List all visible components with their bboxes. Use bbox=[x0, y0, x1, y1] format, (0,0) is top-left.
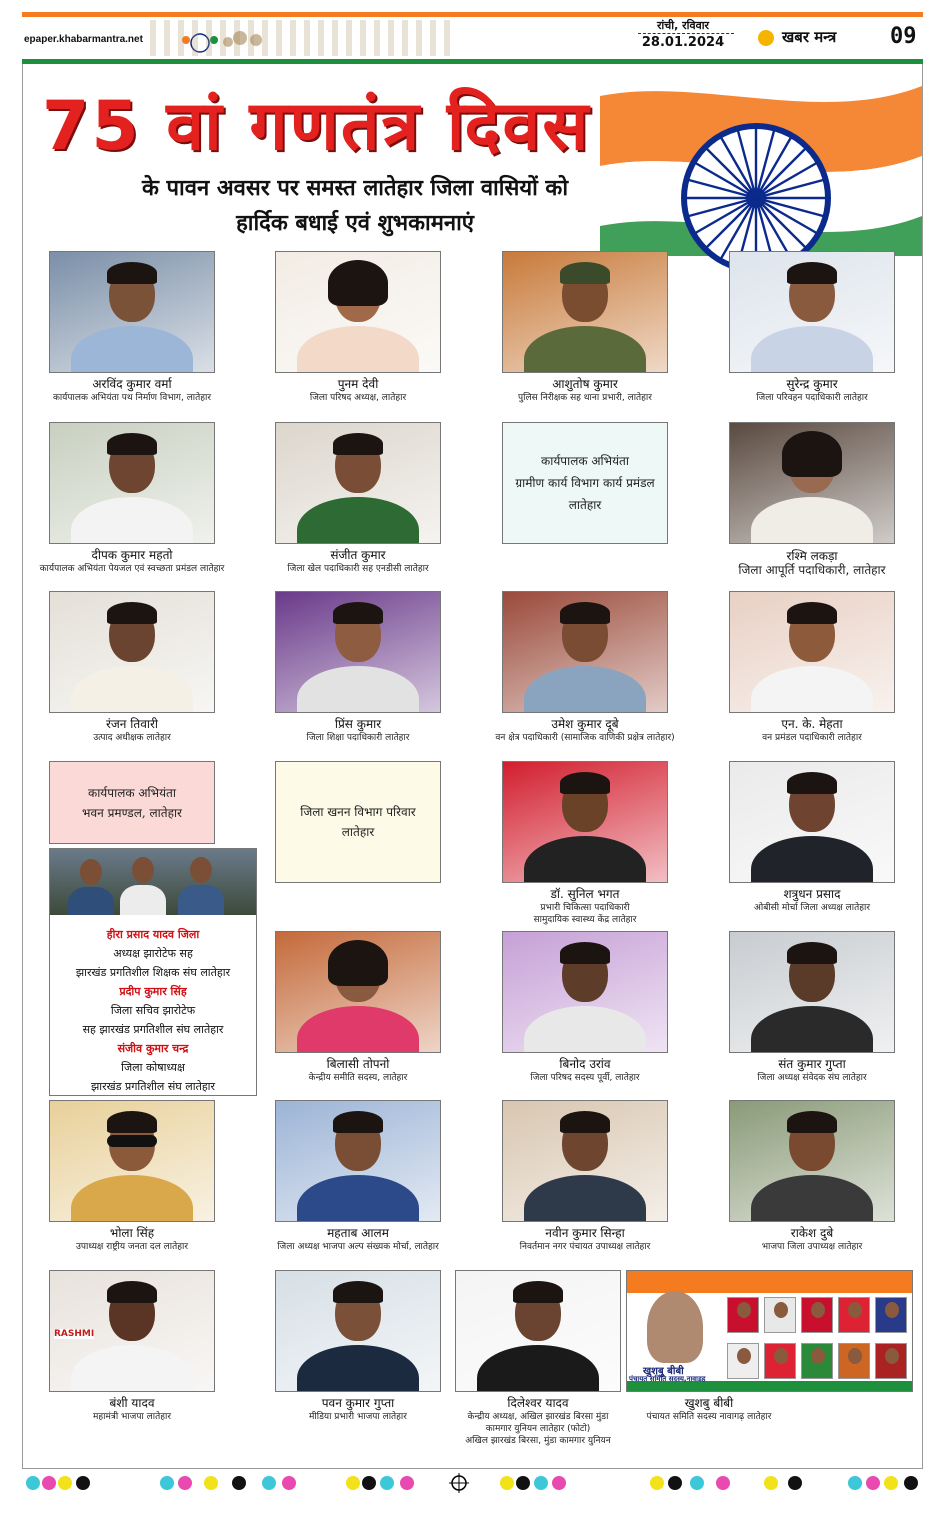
color-dot bbox=[866, 1476, 880, 1490]
color-dot bbox=[516, 1476, 530, 1490]
person-photo bbox=[729, 422, 895, 544]
person-designation: वन क्षेत्र पदाधिकारी (सामाजिक वाणिकी प्रक्षेत्र लातेहार) bbox=[495, 733, 675, 743]
member-name: संजीव कुमार चन्द्र bbox=[117, 1042, 189, 1055]
person-designation: जिला अध्यक्ष भाजपा अल्प संख्यक मोर्चा, लातेहार bbox=[277, 1242, 439, 1252]
khushbu-bibi-card bbox=[626, 1270, 913, 1392]
person-designation-2: कामगार युनियन लातेहार (फोटो) bbox=[485, 1424, 591, 1434]
person-designation: निवर्तमान नगर पंचायत उपाध्यक्ष लातेहार bbox=[519, 1242, 651, 1252]
person-designation: कार्यपालक अभियंता पथ निर्माण विभाग, लातेहार bbox=[52, 393, 212, 403]
person-photo bbox=[275, 931, 441, 1053]
person-photo bbox=[502, 761, 668, 883]
member-thumbnail bbox=[838, 1297, 870, 1333]
person-name: एन. के. मेहता bbox=[781, 717, 843, 731]
box-line: कार्यपालक अभियंता bbox=[541, 454, 629, 468]
color-dot bbox=[346, 1476, 360, 1490]
person-name: संत कुमार गुप्ता bbox=[778, 1057, 846, 1071]
color-dot bbox=[400, 1476, 414, 1490]
person-name: पुनम देवी bbox=[337, 377, 379, 391]
issue-date: 28.01.2024 bbox=[641, 35, 725, 50]
person-name: पवन कुमार गुप्ता bbox=[321, 1396, 395, 1410]
person-name: महताब आलम bbox=[327, 1226, 389, 1240]
person-designation: कार्यपालक अभियंता पेयजल एवं स्वच्छता प्रमंडल लातेहार bbox=[39, 564, 225, 574]
person-name: खुशबु बीबी bbox=[684, 1396, 734, 1410]
person-designation: पुलिस निरीक्षक सह थाना प्रभारी, लातेहार bbox=[518, 393, 652, 403]
rural-works-box bbox=[502, 422, 668, 544]
saffron-stripe bbox=[22, 12, 923, 17]
member-role: सह झारखंड प्रगतिशील संघ लातेहार bbox=[82, 1023, 224, 1036]
group-photo bbox=[50, 849, 256, 915]
person-photo bbox=[729, 1100, 895, 1222]
box-line: लातेहार bbox=[341, 825, 375, 839]
person-photo bbox=[275, 251, 441, 373]
person-name: सुरेन्द्र कुमार bbox=[786, 377, 838, 391]
person-name: रंजन तिवारी bbox=[105, 717, 159, 731]
member-thumbnail bbox=[875, 1297, 907, 1333]
box-line: ग्रामीण कार्य विभाग कार्य प्रमंडल bbox=[515, 476, 655, 490]
person-name: डॉ. सुनिल भगत bbox=[550, 887, 620, 901]
member-name: हीरा प्रसाद यादव जिला bbox=[106, 928, 200, 941]
person-photo bbox=[275, 591, 441, 713]
person-designation: जिला अध्यक्ष संवेदक संघ लातेहार bbox=[757, 1073, 867, 1083]
person-photo bbox=[502, 1100, 668, 1222]
color-dot bbox=[160, 1476, 174, 1490]
person-photo bbox=[455, 1270, 621, 1392]
person-name: आशुतोष कुमार bbox=[552, 377, 618, 391]
member-role: झारखंड प्रगतिशील शिक्षक संघ लातेहार bbox=[75, 966, 231, 979]
freedom-fighters-illustration bbox=[150, 20, 450, 56]
color-dot bbox=[58, 1476, 72, 1490]
member-thumbnail bbox=[764, 1343, 796, 1379]
person-designation: प्रभारी चिकित्सा पदाधिकारी bbox=[540, 903, 630, 913]
person-designation: महामंत्री भाजपा लातेहार bbox=[92, 1412, 172, 1422]
person-name: शत्रुधन प्रसाद bbox=[783, 887, 841, 901]
person-designation: ओबीसी मोर्चा जिला अध्यक्ष लातेहार bbox=[753, 903, 871, 913]
person-photo bbox=[275, 1270, 441, 1392]
masthead bbox=[22, 12, 923, 64]
person-designation: पंचायत समिति सदस्य नावागढ़ लातेहार bbox=[646, 1412, 772, 1422]
person-photo bbox=[502, 591, 668, 713]
color-dot bbox=[42, 1476, 56, 1490]
person-name: रश्मि लकड़ा bbox=[786, 549, 838, 563]
person-designation: केन्द्रीय अध्यक्ष, अखिल झारखंड बिरसा मुंडा bbox=[467, 1412, 609, 1422]
color-dot bbox=[716, 1476, 730, 1490]
color-dot bbox=[282, 1476, 296, 1490]
person-photo bbox=[729, 761, 895, 883]
box-line: जिला खनन विभाग परिवार bbox=[300, 805, 416, 819]
color-dot bbox=[500, 1476, 514, 1490]
person-name: भोला सिंह bbox=[109, 1226, 155, 1240]
person-photo bbox=[275, 1100, 441, 1222]
page-number: 09 bbox=[890, 24, 917, 49]
person-photo bbox=[502, 931, 668, 1053]
color-dot bbox=[788, 1476, 802, 1490]
card-name: खुशबु बीबी bbox=[643, 1366, 684, 1377]
member-thumbnail bbox=[838, 1343, 870, 1379]
person-photo bbox=[729, 591, 895, 713]
color-dot bbox=[668, 1476, 682, 1490]
person-name: दीपक कुमार महतो bbox=[91, 548, 173, 562]
member-thumbnail bbox=[801, 1297, 833, 1333]
person-designation-2: सामुदायिक स्वास्थ्य केंद्र लातेहार bbox=[533, 915, 637, 925]
person-photo bbox=[49, 251, 215, 373]
person-designation-3: अखिल झारखंड बिरसा, मुंडा कामगार युनियन bbox=[465, 1436, 611, 1446]
person-designation: केन्द्रीय समीति सदस्य, लातेहार bbox=[308, 1073, 408, 1083]
person-designation: जिला परिवहन पदाधिकारी लातेहार bbox=[756, 393, 868, 403]
person-name: नवीन कुमार सिन्हा bbox=[545, 1226, 625, 1240]
banner-title: 75 वां गणतंत्र दिवस bbox=[42, 87, 591, 166]
card-desig: पंचायत समिति सदस्य,नावाडह bbox=[629, 1375, 706, 1383]
person-name: बिनोद उरांव bbox=[559, 1057, 611, 1071]
color-dot bbox=[362, 1476, 376, 1490]
banner-line-1: के पावन अवसर पर समस्त लातेहार जिला वासियों को bbox=[141, 175, 569, 201]
building-division-box bbox=[49, 761, 215, 844]
person-photo bbox=[49, 1100, 215, 1222]
person-name: प्रिंस कुमार bbox=[334, 717, 382, 731]
city-day: रांची, रविवार bbox=[656, 19, 710, 32]
brand-logo-icon bbox=[758, 30, 774, 46]
color-dot bbox=[204, 1476, 218, 1490]
person-photo bbox=[49, 1270, 215, 1392]
color-dot bbox=[26, 1476, 40, 1490]
mining-department-box bbox=[275, 761, 441, 883]
person-name: राकेश दुबे bbox=[790, 1226, 834, 1240]
member-role: अध्यक्ष झारोटेफ सह bbox=[113, 947, 193, 960]
person-photo bbox=[729, 251, 895, 373]
person-designation: जिला परिषद अध्यक्ष, लातेहार bbox=[309, 393, 407, 403]
color-dot bbox=[904, 1476, 918, 1490]
color-dot bbox=[552, 1476, 566, 1490]
person-designation: जिला खेल पदाधिकारी सह एनडीसी लातेहार bbox=[287, 564, 429, 574]
person-photo bbox=[502, 251, 668, 373]
person-photo bbox=[275, 422, 441, 544]
member-role: झारखंड प्रगतिशील संघ लातेहार bbox=[90, 1080, 216, 1093]
box-line: लातेहार bbox=[568, 498, 602, 512]
shop-sign: RASHMI bbox=[54, 1329, 95, 1339]
box-line: भवन प्रमण्डल, लातेहार bbox=[82, 805, 182, 820]
box-line: कार्यपालक अभियंता bbox=[87, 785, 176, 800]
member-thumbnail bbox=[875, 1343, 907, 1379]
person-name: उमेश कुमार दूबे bbox=[551, 717, 619, 731]
person-designation: उपाध्यक्ष राष्ट्रीय जनता दल लातेहार bbox=[75, 1242, 189, 1252]
member-role: जिला सचिव झारोटेफ bbox=[110, 1004, 196, 1017]
teachers-union-card bbox=[49, 848, 257, 1096]
portrait-photo bbox=[647, 1291, 703, 1363]
color-dot bbox=[380, 1476, 394, 1490]
color-dot bbox=[76, 1476, 90, 1490]
color-dot bbox=[650, 1476, 664, 1490]
person-name: संजीत कुमार bbox=[330, 548, 386, 562]
person-designation: जिला आपूर्ति पदाधिकारी, लातेहार bbox=[738, 563, 886, 577]
person-name: बंशी यादव bbox=[109, 1396, 155, 1410]
member-role: जिला कोषाध्यक्ष bbox=[121, 1061, 185, 1074]
color-dot bbox=[764, 1476, 778, 1490]
color-dot bbox=[262, 1476, 276, 1490]
person-photo bbox=[729, 931, 895, 1053]
brand-name: खबर मन्त्र bbox=[782, 28, 837, 46]
person-name: दिलेश्वर यादव bbox=[507, 1396, 569, 1410]
color-dot bbox=[690, 1476, 704, 1490]
color-dot bbox=[178, 1476, 192, 1490]
member-thumbnail bbox=[727, 1297, 759, 1333]
person-name: अरविंद कुमार वर्मा bbox=[92, 377, 172, 391]
person-designation: वन प्रमंडल पदाधिकारी लातेहार bbox=[762, 733, 862, 743]
member-thumbnail bbox=[727, 1343, 759, 1379]
person-designation: उत्पाद अधीक्षक लातेहार bbox=[93, 733, 171, 743]
person-designation: जिला शिक्षा पदाधिकारी लातेहार bbox=[306, 733, 410, 743]
registration-crosshair-icon bbox=[449, 1473, 469, 1493]
person-designation: मीडिया प्रभारी भाजपा लातेहार bbox=[309, 1412, 407, 1422]
person-photo bbox=[49, 591, 215, 713]
banner-line-2: हार्दिक बधाई एवं शुभकामनाएं bbox=[236, 210, 474, 236]
color-dot bbox=[848, 1476, 862, 1490]
color-dot bbox=[232, 1476, 246, 1490]
color-dot bbox=[884, 1476, 898, 1490]
member-name: प्रदीप कुमार सिंह bbox=[119, 985, 187, 998]
member-thumbnail bbox=[801, 1343, 833, 1379]
person-name: बिलासी तोपनो bbox=[326, 1057, 390, 1071]
site-url[interactable]: epaper.khabarmantra.net bbox=[24, 34, 143, 45]
color-dot bbox=[534, 1476, 548, 1490]
person-designation: भाजपा जिला उपाध्यक्ष लातेहार bbox=[761, 1242, 863, 1252]
person-photo bbox=[49, 422, 215, 544]
member-thumbnail bbox=[764, 1297, 796, 1333]
person-designation: जिला परिषद सदस्य पूर्वी, लातेहार bbox=[530, 1073, 640, 1083]
